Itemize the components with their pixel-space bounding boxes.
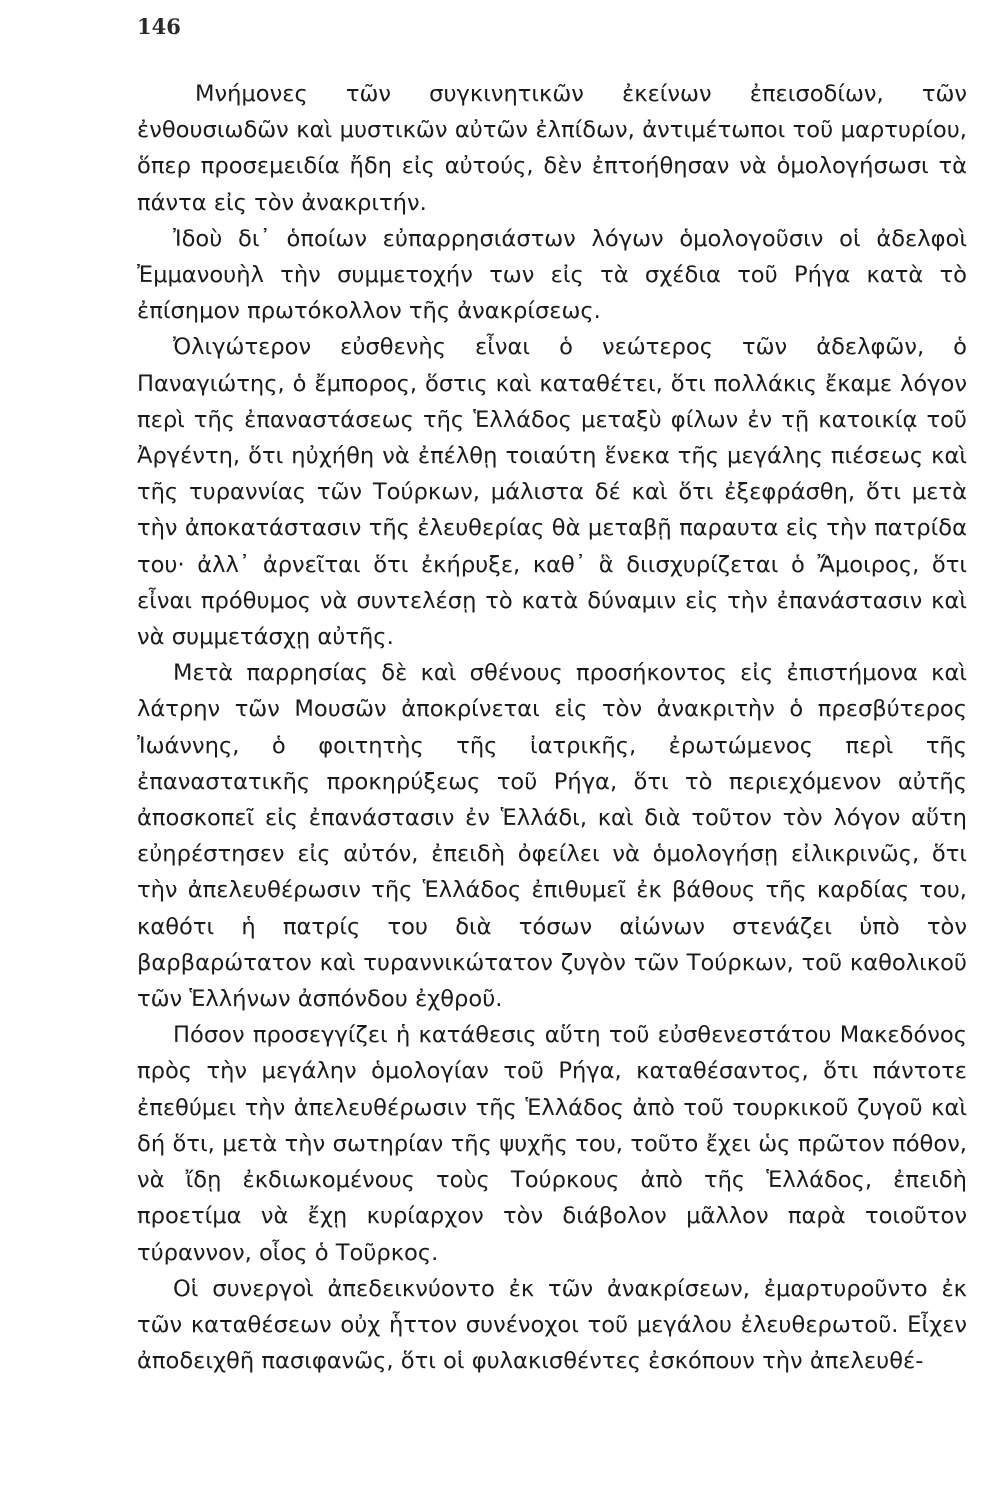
body-text — [137, 76, 967, 1379]
page-number: 146 — [137, 14, 181, 39]
paragraph-4: Μετὰ παρρησίας δὲ καὶ σθένους προσήκοντος εἰς ἐπιστήμονα καὶ λάτρην τῶν Μουσῶν ἀποκρίνεται εἰς τὸν ἀνακριτὴν ὁ πρεσβύτερος Ἰωάννης, ὁ φοιτητὴς τῆς ἰατρικῆς, ἐρωτώμενος περὶ τῆς ἐπαναστατικῆς προκηρύξεως τοῦ Ρήγα, ὅτι τὸ περιεχόμενον αὐτῆς ἀποσκοπεῖ εἰς ἐπανάστασιν ἐν Ἑλλάδι, καὶ διὰ τοῦτον τὸν λόγον αὕτη εὐηρέστησεν εἰς αὐτόν, ἐπειδὴ ὀφείλει νὰ ὁμολογήσῃ εἰλικρινῶς, ὅτι τὴν ἀπελευθέρωσιν τῆς Ἑλλάδος ἐπιθυμεῖ ἐκ βάθους τῆς καρδίας του, καθότι ἡ πατρίς του διὰ τόσων αἰώνων στενάζει ὑπὸ τὸν βαρβαρώτατον καὶ τυραννικώτατον ζυγὸν τῶν Τούρκων, τοῦ καθολικοῦ τῶν Ἑλλήνων ἀσπόνδου ἐχθροῦ. — [137, 660, 967, 1013]
paragraph-6: Οἱ συνεργοὶ ἀπεδεικνύοντο ἐκ τῶν ἀνακρίσεων, ἐμαρτυροῦντο ἐκ τῶν καταθέσεων οὐχ ἧττον συνένοχοι τοῦ μεγάλου ἐλευθερωτοῦ. Εἶχεν ἀποδειχθῆ πασιφανῶς, ὅτι οἱ φυλακισθέντες ἐσκόπουν τὴν ἀπελευθέ- — [137, 1275, 967, 1375]
paragraph-5: Πόσον προσεγγίζει ἡ κατάθεσις αὕτη τοῦ εὐσθενεστάτου Μακεδόνος πρὸς τὴν μεγάλην ὁμολογίαν τοῦ Ρήγα, καταθέσαντος, ὅτι πάντοτε ἐπεθύμει τὴν ἀπελευθέρωσιν τῆς Ἑλλάδος ἀπὸ τοῦ τουρκικοῦ ζυγοῦ καὶ δή ὅτι, μετὰ τὴν σωτηρίαν τῆς ψυχῆς του, τοῦτο ἔχει ὡς πρῶτον πόθον, νὰ ἴδῃ ἐκδιωκομένους τοὺς Τούρκους ἀπὸ τῆς Ἑλλάδος, ἐπειδὴ προετίμα νὰ ἔχῃ κυρίαρχον τὸν διάβολον μᾶλλον παρὰ τοιοῦτον τύραννον, οἷος ὁ Τοῦρκος. — [137, 1022, 967, 1266]
paragraph-1: Μνήμονες τῶν συγκινητικῶν ἐκείνων ἐπεισοδίων, τῶν ἐνθουσιωδῶν καὶ μυστικῶν αὐτῶν ἐλπίδων, ἀντιμέτωποι τοῦ μαρτυρίου, ὅπερ προσεμειδία ἤδη εἰς αὐτούς, δὲν ἐπτοήθησαν νὰ ὁμολογήσωσι τὰ πάντα εἰς τὸν ἀνακριτήν. — [137, 81, 967, 216]
paragraph-2: Ἰδοὺ δι᾽ ὁποίων εὐπαρρησιάστων λόγων ὁμολογοῦσιν οἱ ἀδελφοὶ Ἐμμανουὴλ τὴν συμμετοχήν των εἰς τὰ σχέδια τοῦ Ρήγα κατὰ τὸ ἐπίσημον πρωτόκολλον τῆς ἀνακρίσεως. — [137, 225, 967, 325]
paragraph-3: Ὀλιγώτερον εὐσθενὴς εἶναι ὁ νεώτερος τῶν ἀδελφῶν, ὁ Παναγιώτης, ὁ ἔμπορος, ὅστις καὶ καταθέτει, ὅτι πολλάκις ἔκαμε λόγον περὶ τῆς ἐπαναστάσεως τῆς Ἑλλάδος μεταξὺ φίλων ἐν τῇ κατοικίᾳ τοῦ Ἀργέντη, ὅτι ηὐχήθη νὰ ἐπέλθῃ τοιαύτη ἕνεκα τῆς μεγάλης πιέσεως καὶ τῆς τυραννίας τῶν Τούρκων, μάλιστα δέ καὶ ὅτι ἐξεφράσθη, ὅτι μετὰ τὴν ἀποκατάστασιν τῆς ἐλευθερίας θὰ μεταβῇ παραυτα εἰς τὴν πατρίδα του· ἀλλ᾽ ἀρνεῖται ὅτι ἐκήρυξε, καθ᾽ ἃ διισχυρίζεται ὁ Ἄμοιρος, ὅτι εἶναι πρόθυμος νὰ συντελέσῃ τὸ κατὰ δύναμιν εἰς τὴν ἐπανάστασιν καὶ νὰ συμμετάσχῃ αὐτῆς. — [137, 334, 967, 651]
